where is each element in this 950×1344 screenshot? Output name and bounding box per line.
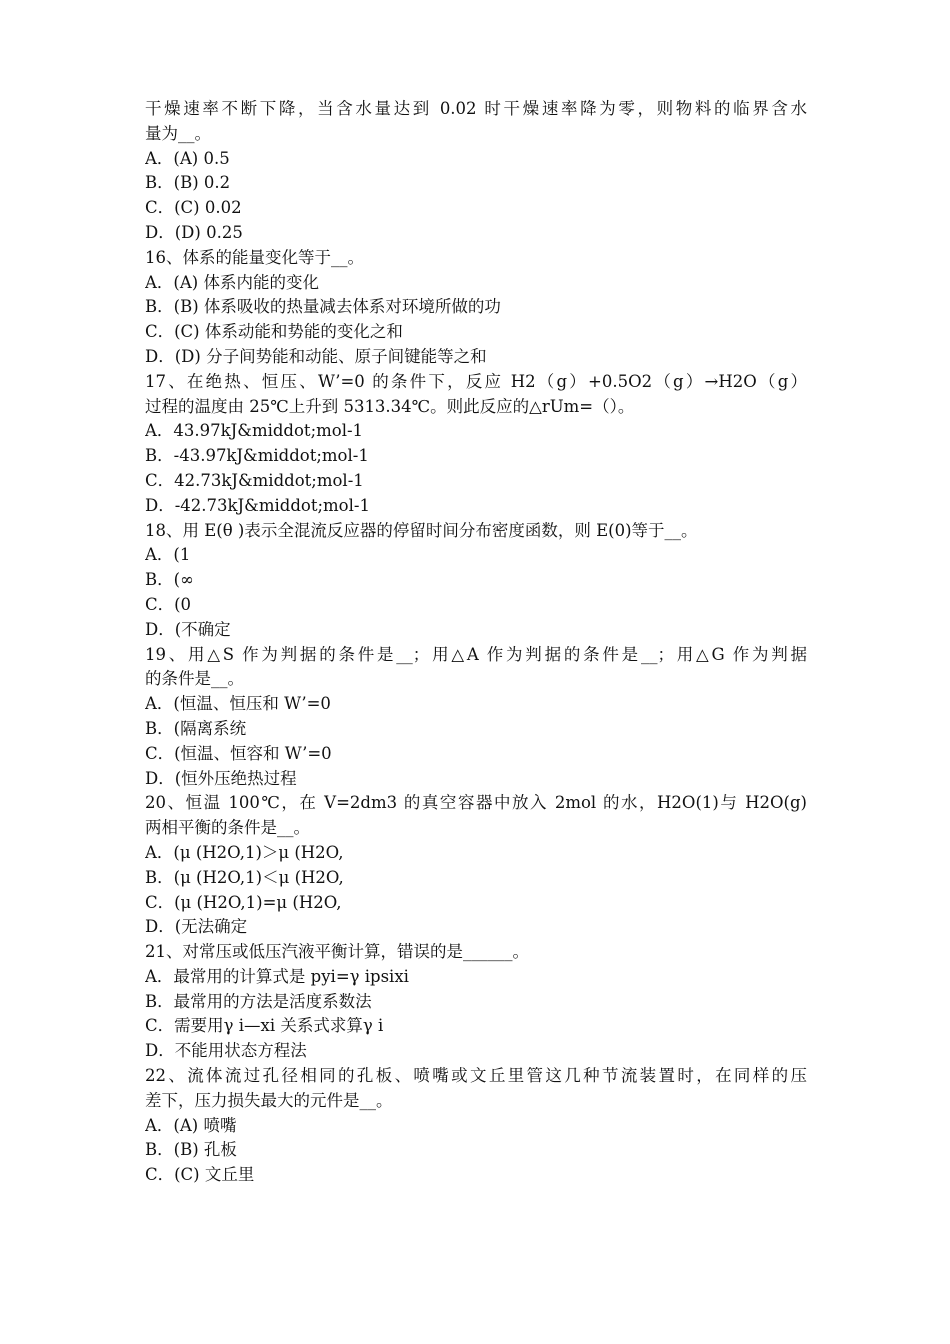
text-line: B．(μ (H2O,1)＜μ (H2O,	[145, 867, 344, 887]
text-line: B．-43.97kJ&middot;mol-1	[145, 446, 369, 466]
text-line: D．(D) 0.25	[145, 222, 243, 242]
text-line: D．(不确定	[145, 619, 231, 639]
text-line: 16、体系的能量变化等于__。	[145, 247, 364, 267]
text-line: 17、在绝热、恒压、W’=0 的条件下，反应 H2（g）+0.5O2（g）→H2O（g）	[145, 371, 807, 391]
text-line: D．(无法确定	[145, 917, 248, 937]
text-line: 20、恒温 100℃，在 V=2dm3 的真空容器中放入 2mol 的水，H2O(1)与 H2O(g)	[145, 793, 807, 813]
text-line: C．需要用γ i—xi 关系式求算γ i	[145, 1016, 384, 1036]
text-line: 19、用△S 作为判据的条件是__；用△A 作为判据的条件是__；用△G 作为判据	[145, 644, 807, 664]
document-page	[145, 97, 807, 1188]
text-line: A．43.97kJ&middot;mol-1	[145, 421, 364, 441]
text-line: 过程的温度由 25℃上升到 5313.34℃。则此反应的△rUm=（）。	[145, 396, 635, 416]
text-line: D．不能用状态方程法	[145, 1041, 307, 1061]
text-line: D．(恒外压绝热过程	[145, 768, 297, 788]
text-line: A．(A) 喷嘴	[145, 1115, 237, 1135]
text-line: 22、流体流过孔径相同的孔板、喷嘴或文丘里管这几种节流装置时，在同样的压	[145, 1066, 807, 1086]
text-line: B．(∞	[145, 570, 194, 590]
text-line: C．(C) 0.02	[145, 198, 242, 218]
text-line: C．(μ (H2O,1)=μ (H2O,	[145, 892, 342, 912]
text-line: 的条件是__。	[145, 669, 244, 689]
text-line: 差下，压力损失最大的元件是__。	[145, 1090, 393, 1110]
text-line: A．最常用的计算式是 pyi=γ ipsixi	[145, 966, 409, 986]
text-line: 21、对常压或低压汽液平衡计算，错误的是______。	[145, 942, 529, 962]
text-line: A．(A) 体系内能的变化	[145, 272, 319, 292]
text-line: B．(隔离系统	[145, 718, 247, 738]
text-line: A．(A) 0.5	[145, 148, 230, 168]
text-line: C．42.73kJ&middot;mol-1	[145, 470, 364, 490]
text-line: C．(C) 体系动能和势能的变化之和	[145, 322, 403, 342]
text-line: 两相平衡的条件是__。	[145, 818, 310, 838]
text-line: 干燥速率不断下降，当含水量达到 0.02 时干燥速率降为零，则物料的临界含水	[145, 99, 807, 118]
text-line: A．(μ (H2O,1)＞μ (H2O,	[145, 842, 344, 862]
text-line: D．-42.73kJ&middot;mol-1	[145, 495, 370, 515]
text-line: 18、用 E(θ )表示全混流反应器的停留时间分布密度函数，则 E(0)等于__。	[145, 520, 698, 540]
text-line: B．最常用的方法是活度系数法	[145, 991, 372, 1011]
text-line: 量为__。	[145, 123, 211, 143]
text-line: B．(B) 孔板	[145, 1140, 237, 1160]
text-line: A．(1	[145, 545, 191, 565]
text-line: C．(恒温、恒容和 W’=0	[145, 743, 332, 763]
text-line: C．(0	[145, 594, 192, 614]
text-line: C．(C) 文丘里	[145, 1165, 255, 1185]
text-line: B．(B) 0.2	[145, 173, 231, 193]
text-line: A．(恒温、恒压和 W’=0	[145, 694, 331, 714]
text-line: B．(B) 体系吸收的热量减去体系对环境所做的功	[145, 297, 501, 317]
text-line: D．(D) 分子间势能和动能、原子间键能等之和	[145, 346, 487, 366]
